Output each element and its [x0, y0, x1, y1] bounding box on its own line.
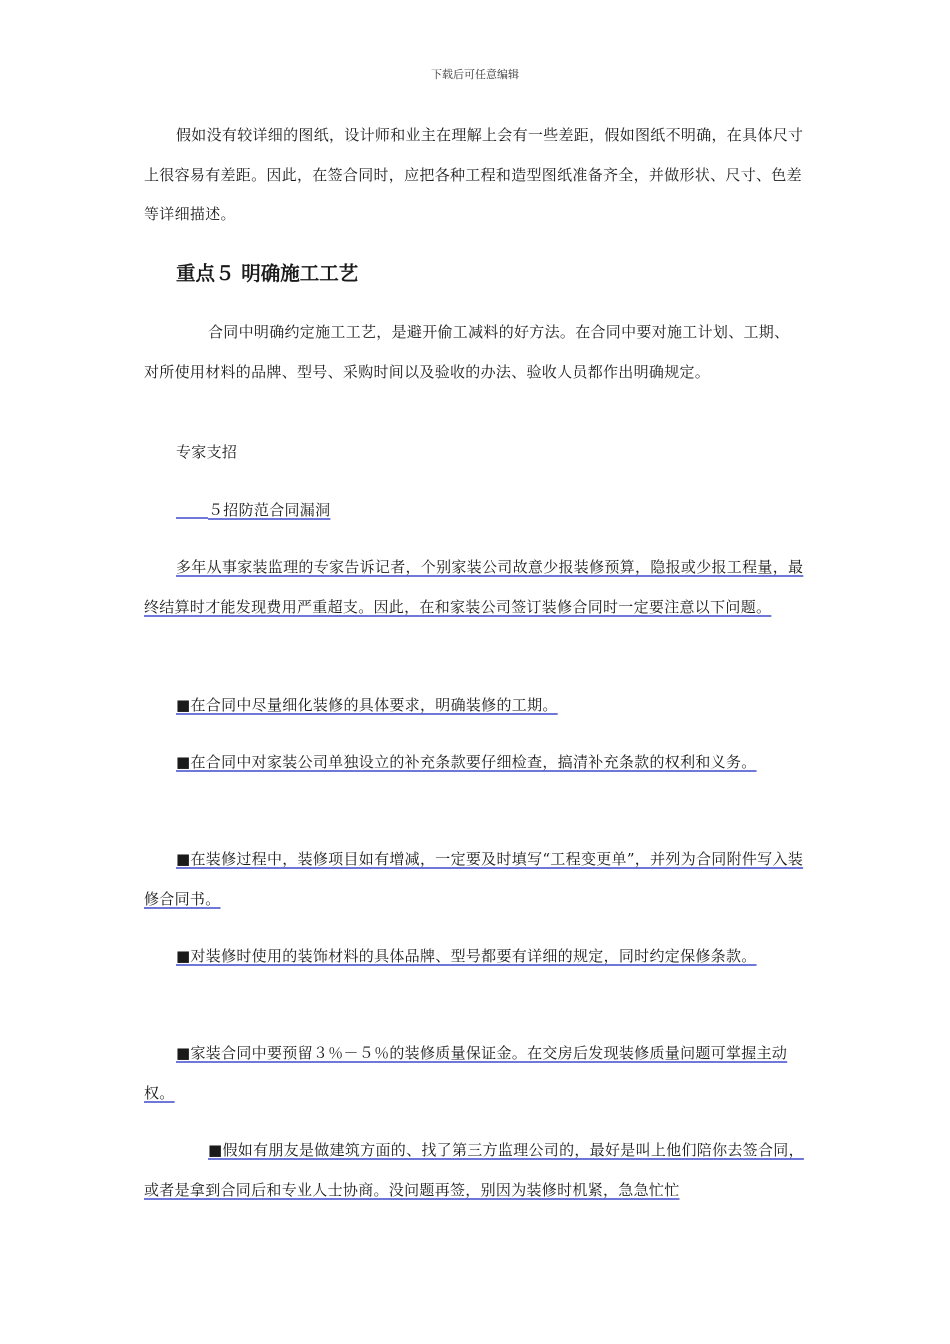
paragraph-craft: 合同中明确约定施工工艺，是避开偷工减料的好方法。在合同中要对施工计划、工期、对所使用材料的品牌、型号、采购时间以及验收的办法、验收人员都作出明确规定。: [144, 323, 790, 381]
list-item: [144, 1034, 804, 1113]
list-item-text: ■对装修时使用的装饰材料的具体品牌、型号都要有详细的规定，同时约定保修条款。: [176, 947, 757, 965]
list-item-text: ■在装修过程中，装修项目如有增减，一定要及时填写“工程变更单”，并列为合同附件写入装修合同书。: [144, 850, 804, 908]
intro-paragraph: [144, 548, 804, 627]
list-item: [144, 840, 804, 919]
list-item: [144, 686, 804, 726]
paragraph-drawings: 假如没有较详细的图纸，设计师和业主在理解上会有一些差距，假如图纸不明确，在具体尺寸上很容易有差距。因此，在签合同时，应把各种工程和造型图纸准备齐全，并做形状、尺寸、色差等详细描述。: [144, 126, 804, 223]
list-item-text: ■假如有朋友是做建筑方面的、找了第三方监理公司的，最好是叫上他们陪你去签合同，或者是拿到合同后和专业人士协商。没问题再签，别因为装修时机紧，急急忙忙: [144, 1141, 804, 1199]
indent-underline: [176, 517, 208, 519]
section-heading: 重点５ 明确施工工艺: [176, 262, 359, 285]
list-item: [144, 743, 804, 783]
list-item: [144, 1131, 804, 1210]
list-item-text: ■在合同中尽量细化装修的具体要求，明确装修的工期。: [176, 696, 558, 714]
subtitle: ５招防范合同漏洞: [208, 501, 331, 519]
intro-text: 多年从事家装监理的专家告诉记者，个别家装公司故意少报装修预算，隐报或少报工程量，最终结算时才能发现费用严重超支。因此，在和家装公司签订装修合同时一定要注意以下问题。: [144, 558, 804, 616]
expert-tips-label: 专家支招: [176, 443, 238, 461]
list-item-text: ■在合同中对家装公司单独设立的补充条款要仔细检查，搞清补充条款的权利和义务。: [176, 753, 757, 771]
page-header: 下载后可任意编辑: [431, 68, 519, 81]
list-item: [144, 937, 804, 977]
list-item-text: ■家装合同中要预留３％－５％的装修质量保证金。在交房后发现装修质量问题可掌握主动权。: [144, 1044, 788, 1102]
subtitle-line: [176, 491, 576, 531]
